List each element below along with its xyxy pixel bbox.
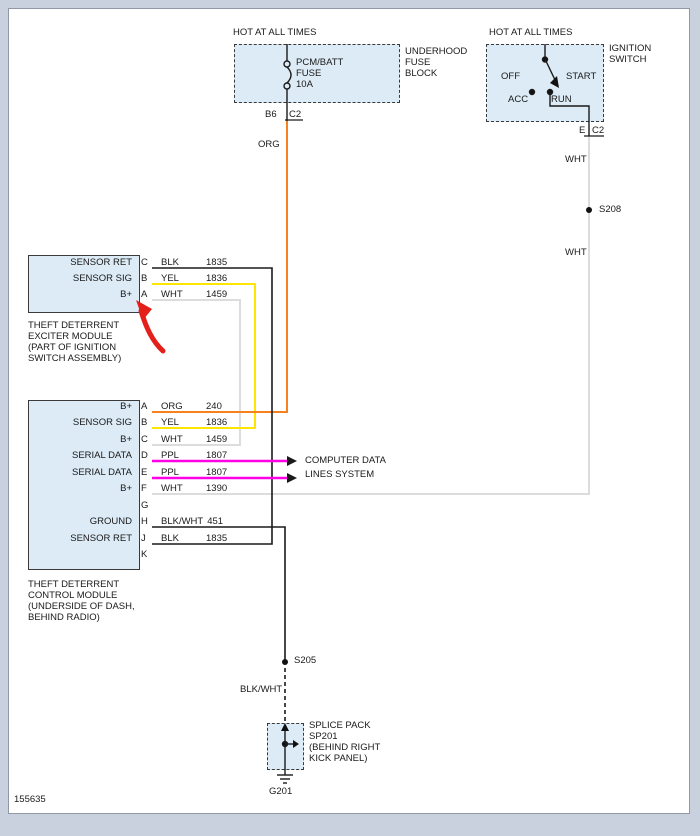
control-signal-d: SERIAL DATA [71,450,132,461]
computer-data-label-line1: COMPUTER DATA [305,455,386,466]
hot-at-all-times-label-ignition: HOT AT ALL TIMES [489,27,573,38]
circuit-number: 1835 [206,257,228,268]
connector-c2-ignition: C2 [592,125,605,136]
control-caption-line1: THEFT DETERRENT [28,579,120,590]
splice-pack-label-line1: SPLICE PACK [309,720,371,731]
wire-color: YEL [161,417,179,428]
control-pin-row-c [141,434,227,445]
exciter-pin-row-c [141,257,227,268]
exciter-caption-line3: (PART OF IGNITION [28,342,117,353]
wire-color: ORG [161,401,183,412]
ignition-switch-label-line2: SWITCH [609,54,647,65]
wire-color-wht-upper-label: WHT [565,154,587,165]
diagram-number: 155635 [14,794,46,805]
pin-letter: K [141,549,148,560]
wire-color: WHT [161,289,183,300]
ignition-switch-box [486,44,604,122]
wire-color: BLK/WHT [161,516,204,527]
fuse-block-label-line3: BLOCK [405,68,438,79]
wire-color: YEL [161,273,179,284]
control-signal-j: SENSOR RET [70,533,132,544]
exciter-signal-bplus: B+ [120,289,132,300]
fuse-name-line1: PCM/BATT [296,57,344,68]
circuit-number: 1835 [206,533,228,544]
control-caption-line3: (UNDERSIDE OF DASH, [28,601,135,612]
control-pin-row-d [141,450,227,461]
wire-color-org-label: ORG [258,139,280,150]
wire-color: WHT [161,434,183,445]
pin-letter: A [141,401,148,412]
fuse-block-label-line2: FUSE [405,57,431,68]
circuit-number: 1807 [206,467,228,478]
splice-pack-label-line4: KICK PANEL) [309,753,368,764]
wire-color: WHT [161,483,183,494]
wire-color: BLK [161,533,179,544]
ground-g201-label: G201 [269,786,293,797]
exciter-pin-row-b [141,273,227,284]
splice-pack-label-line3: (BEHIND RIGHT [309,742,381,753]
control-pin-row-e [141,467,227,478]
pin-letter: B [141,417,148,428]
splice-s208-label: S208 [599,204,622,215]
control-pin-row-k [141,549,206,560]
control-pin-row-f [141,483,227,494]
control-pin-row-g [141,500,206,511]
pin-letter: C [141,434,148,445]
wire-color [161,500,206,511]
circuit-number: 1459 [206,434,228,445]
switch-position-start: START [566,71,597,82]
pin-letter: D [141,450,148,461]
pin-letter: E [141,467,148,478]
switch-position-run: RUN [551,94,572,105]
exciter-caption-line1: THEFT DETERRENT [28,320,120,331]
switch-position-off: OFF [501,71,520,82]
ignition-switch-label-line1: IGNITION [609,43,652,54]
circuit-number: 1390 [206,483,228,494]
fuse-name-line2: FUSE [296,68,322,79]
pin-letter: J [141,533,146,544]
fuse-rating: 10A [296,79,313,90]
circuit-number: 1459 [206,289,228,300]
control-caption-line4: BEHIND RADIO) [28,612,100,623]
exciter-caption-line4: SWITCH ASSEMBLY) [28,353,122,364]
pin-letter: H [141,516,148,527]
wire-color: BLK [161,257,179,268]
fuse-block-label-line1: UNDERHOOD [405,46,468,57]
exciter-signal-sensor-sig: SENSOR SIG [72,273,132,284]
splice-pack-label-line2: SP201 [309,731,338,742]
circuit-number: 1807 [206,450,228,461]
pin-letter: C [141,257,148,268]
exciter-signal-sensor-ret: SENSOR RET [70,257,132,268]
wire-color: PPL [161,467,179,478]
control-pin-row-b [141,417,227,428]
pin-letter: B [141,273,148,284]
control-signal-a: B+ [120,401,132,412]
circuit-number: 240 [206,401,222,412]
pin-letter: F [141,483,147,494]
computer-data-label-line2: LINES SYSTEM [305,469,375,480]
wire-color: PPL [161,450,179,461]
switch-position-acc: ACC [508,94,529,105]
control-signal-e: SERIAL DATA [71,467,132,478]
control-signal-h: GROUND [89,516,132,527]
control-pin-row-h [141,516,223,527]
control-pin-row-a [141,401,222,412]
exciter-pin-row-a [141,289,227,300]
splice-pack-box [267,723,304,770]
control-signal-c: B+ [120,434,132,445]
circuit-number: 1836 [206,273,228,284]
pin-letter: G [141,500,149,511]
pin-letter: A [141,289,148,300]
connector-pin-e: E [579,125,586,136]
splice-s205-label: S205 [294,655,317,666]
circuit-number: 1836 [206,417,228,428]
control-caption-line2: CONTROL MODULE [28,590,118,601]
hot-at-all-times-label-fuse: HOT AT ALL TIMES [233,27,317,38]
connector-c2-fuse: C2 [289,109,302,120]
wire-color-wht-lower-label: WHT [565,247,587,258]
connector-pin-b6: B6 [265,109,277,120]
control-pin-row-j [141,533,227,544]
wire-color [161,549,206,560]
circuit-number: 451 [207,516,224,527]
control-signal-f: B+ [120,483,132,494]
wire-color-blkwht-label: BLK/WHT [240,684,283,695]
control-signal-b: SENSOR SIG [72,417,132,428]
exciter-caption-line2: EXCITER MODULE [28,331,113,342]
